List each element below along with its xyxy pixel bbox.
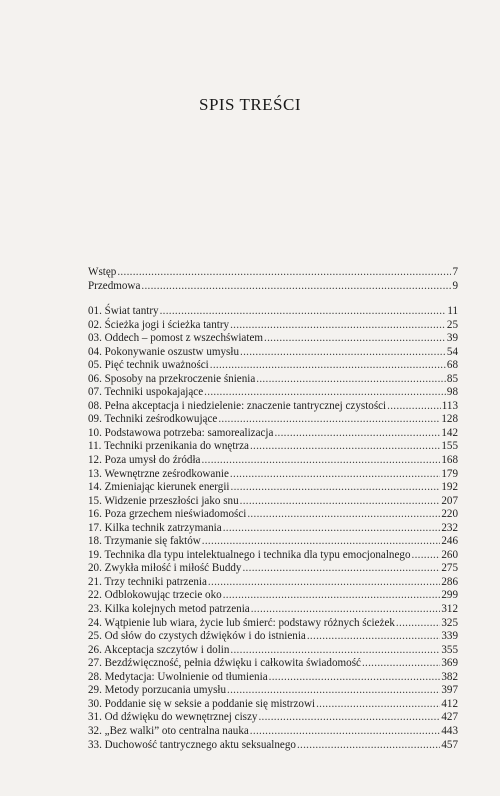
entry-title: 17. Kilka technik zatrzymania xyxy=(88,521,222,534)
entry-title: 09. Techniki ześrodkowujące xyxy=(88,413,218,426)
entry-title: 20. Zwykła miłość i miłość Buddy xyxy=(88,562,242,575)
toc-entry-chapter xyxy=(88,522,458,536)
entry-page-number: 98 xyxy=(446,386,458,399)
toc-entry-chapter xyxy=(88,454,458,468)
entry-title: 32. „Bez walki” oto centralna nauka xyxy=(88,724,249,737)
entry-page-number: 68 xyxy=(446,359,458,372)
chapter-list xyxy=(88,305,458,752)
entry-page-number: 397 xyxy=(441,684,458,697)
entry-title: 18. Trzymanie się faktów xyxy=(88,535,201,548)
entry-title: 16. Poza grzechem nieświadomości xyxy=(88,508,247,521)
entry-title: 26. Akceptacja szczytów i dolin xyxy=(88,643,230,656)
entry-page-number: 192 xyxy=(441,481,458,494)
entry-page-number: 443 xyxy=(441,724,458,737)
entry-title: 33. Duchowość tantrycznego aktu seksualnego xyxy=(88,738,296,751)
toc-entry-chapter xyxy=(88,671,458,685)
toc-entry-chapter xyxy=(88,562,458,576)
dot-leader xyxy=(274,427,440,441)
entry-title: 29. Metody porzucania umysłu xyxy=(88,684,227,697)
entry-title: 02. Ścieżka jogi i ścieżka tantry xyxy=(88,318,230,331)
toc-entry-chapter xyxy=(88,535,458,549)
toc-entry-chapter xyxy=(88,644,458,658)
entry-page-number: 355 xyxy=(441,643,458,656)
entry-title: Przedmowa xyxy=(88,279,141,292)
entry-page-number: 260 xyxy=(441,548,458,561)
dot-leader xyxy=(362,657,440,671)
entry-title: 19. Technika dla typu intelektualnego i technika dla typu emocjonalnego xyxy=(88,548,411,561)
dot-leader xyxy=(240,346,446,360)
entry-page-number: 339 xyxy=(441,630,458,643)
dot-leader xyxy=(218,413,440,427)
entry-title: 27. Bezdźwięczność, pełnia dźwięku i całkowita świadomość xyxy=(88,657,361,670)
entry-page-number: 113 xyxy=(441,399,458,412)
dot-leader xyxy=(242,562,440,576)
toc-entry-chapter xyxy=(88,576,458,590)
entry-title: 24. Wątpienie lub wiara, życie lub śmierć: podstawy różnych ścieżek xyxy=(88,616,395,629)
page-title: SPIS TREŚCI xyxy=(198,95,302,114)
entry-page-number: 369 xyxy=(441,657,458,670)
toc-entry-chapter xyxy=(88,684,458,698)
entry-page-number: 312 xyxy=(441,603,458,616)
dot-leader xyxy=(412,549,441,563)
entry-title: 04. Pokonywanie oszustw umysłu xyxy=(88,345,239,358)
dot-leader xyxy=(250,725,441,739)
entry-title: 28. Medytacja: Uwolnienie od tłumienia xyxy=(88,670,268,683)
dot-leader xyxy=(202,535,441,549)
dot-leader xyxy=(208,576,440,590)
toc-entry-chapter xyxy=(88,386,458,400)
toc-entry-chapter xyxy=(88,319,458,333)
entry-page-number: 325 xyxy=(441,616,458,629)
dot-leader xyxy=(240,495,441,509)
entry-page-number: 220 xyxy=(441,508,458,521)
dot-leader xyxy=(227,684,440,698)
toc-entry-chapter xyxy=(88,305,458,319)
dot-leader xyxy=(141,280,451,294)
dot-leader xyxy=(269,671,441,685)
toc-entry-front xyxy=(88,280,458,294)
toc-entry-chapter xyxy=(88,481,458,495)
dot-leader xyxy=(204,386,446,400)
toc-entry-chapter xyxy=(88,495,458,509)
entry-title: 06. Sposoby na przekroczenie śnienia xyxy=(88,372,256,385)
dot-leader xyxy=(264,332,446,346)
entry-page-number: 427 xyxy=(441,711,458,724)
dot-leader xyxy=(307,630,441,644)
entry-page-number: 179 xyxy=(441,467,458,480)
dot-leader xyxy=(117,266,451,280)
entry-title: 22. Odblokowując trzecie oko xyxy=(88,589,222,602)
entry-page-number: 39 xyxy=(446,332,458,345)
toc-entry-front xyxy=(88,266,458,280)
entry-page-number: 412 xyxy=(441,697,458,710)
toc-entry-chapter xyxy=(88,440,458,454)
entry-page-number: 7 xyxy=(452,266,458,278)
toc-entry-chapter xyxy=(88,657,458,671)
dot-leader xyxy=(258,711,440,725)
toc-entry-chapter xyxy=(88,549,458,563)
entry-page-number: 128 xyxy=(441,413,458,426)
toc-entry-chapter xyxy=(88,427,458,441)
dot-leader xyxy=(247,508,440,522)
entry-page-number: 299 xyxy=(441,589,458,602)
toc-entry-chapter xyxy=(88,589,458,603)
entry-title: Wstęp xyxy=(88,266,117,278)
entry-page-number: 232 xyxy=(441,521,458,534)
entry-page-number: 246 xyxy=(441,535,458,548)
toc-entry-chapter xyxy=(88,373,458,387)
entry-page-number: 142 xyxy=(441,426,458,439)
entry-title: 03. Oddech – pomost z wszechświatem xyxy=(88,332,263,345)
entry-title: 07. Techniki uspokajające xyxy=(88,386,204,399)
entry-title: 05. Pięć technik uważności xyxy=(88,359,209,372)
toc-entry-chapter xyxy=(88,630,458,644)
toc-entry-chapter xyxy=(88,400,458,414)
entry-title: 14. Zmieniając kierunek energii xyxy=(88,481,230,494)
dot-leader xyxy=(230,468,440,482)
entry-title: 31. Od dźwięku do wewnętrznej ciszy xyxy=(88,711,258,724)
toc-entry-chapter xyxy=(88,698,458,712)
dot-leader xyxy=(210,359,446,373)
dot-leader xyxy=(160,305,447,319)
dot-leader xyxy=(223,522,441,536)
entry-page-number: 286 xyxy=(441,575,458,588)
entry-title: 11. Techniki przenikania do wnętrza xyxy=(88,440,249,453)
entry-title: 08. Pełna akceptacja i niedzielenie: znaczenie tantrycznej czystości xyxy=(88,399,387,412)
toc-entry-chapter xyxy=(88,725,458,739)
toc-entry-chapter xyxy=(88,603,458,617)
dot-leader xyxy=(201,454,440,468)
entry-page-number: 11 xyxy=(447,305,458,317)
toc-entry-chapter xyxy=(88,346,458,360)
toc-entry-chapter xyxy=(88,332,458,346)
entry-title: 13. Wewnętrzne ześrodkowanie xyxy=(88,467,229,480)
dot-leader xyxy=(231,481,441,495)
dot-leader xyxy=(316,698,440,712)
toc-entry-chapter xyxy=(88,617,458,631)
toc-entry-chapter xyxy=(88,413,458,427)
dot-leader xyxy=(230,319,446,333)
dot-leader xyxy=(297,739,440,753)
dot-leader xyxy=(396,617,440,631)
entry-title: 10. Podstawowa potrzeba: samorealizacja xyxy=(88,426,274,439)
dot-leader xyxy=(223,589,441,603)
entry-title: 30. Poddanie się w seksie a poddanie się mistrzowi xyxy=(88,697,316,710)
toc-entry-chapter xyxy=(88,468,458,482)
entry-page-number: 54 xyxy=(446,345,458,358)
entry-page-number: 457 xyxy=(441,738,458,751)
entry-title: 15. Widzenie przeszłości jako snu xyxy=(88,494,239,507)
entry-page-number: 382 xyxy=(441,670,458,683)
dot-leader xyxy=(250,440,440,454)
entry-page-number: 9 xyxy=(452,279,458,292)
dot-leader xyxy=(230,644,440,658)
entry-page-number: 85 xyxy=(446,372,458,385)
entry-page-number: 25 xyxy=(446,318,458,331)
toc-entry-chapter xyxy=(88,739,458,753)
entry-page-number: 168 xyxy=(441,454,458,467)
dot-leader xyxy=(387,400,441,414)
toc-entry-chapter xyxy=(88,359,458,373)
dot-leader xyxy=(256,373,446,387)
entry-title: 01. Świat tantry xyxy=(88,305,159,317)
entry-title: 12. Poza umysł do źródła xyxy=(88,454,201,467)
entry-page-number: 155 xyxy=(441,440,458,453)
entry-page-number: 207 xyxy=(441,494,458,507)
entry-title: 25. Od słów do czystych dźwięków i do istnienia xyxy=(88,630,306,643)
entry-title: 21. Trzy techniki patrzenia xyxy=(88,575,207,588)
toc-entry-chapter xyxy=(88,711,458,725)
toc-entry-chapter xyxy=(88,508,458,522)
dot-leader xyxy=(251,603,441,617)
front-matter-list xyxy=(88,266,458,293)
entry-page-number: 275 xyxy=(441,562,458,575)
entry-title: 23. Kilka kolejnych metod patrzenia xyxy=(88,603,250,616)
